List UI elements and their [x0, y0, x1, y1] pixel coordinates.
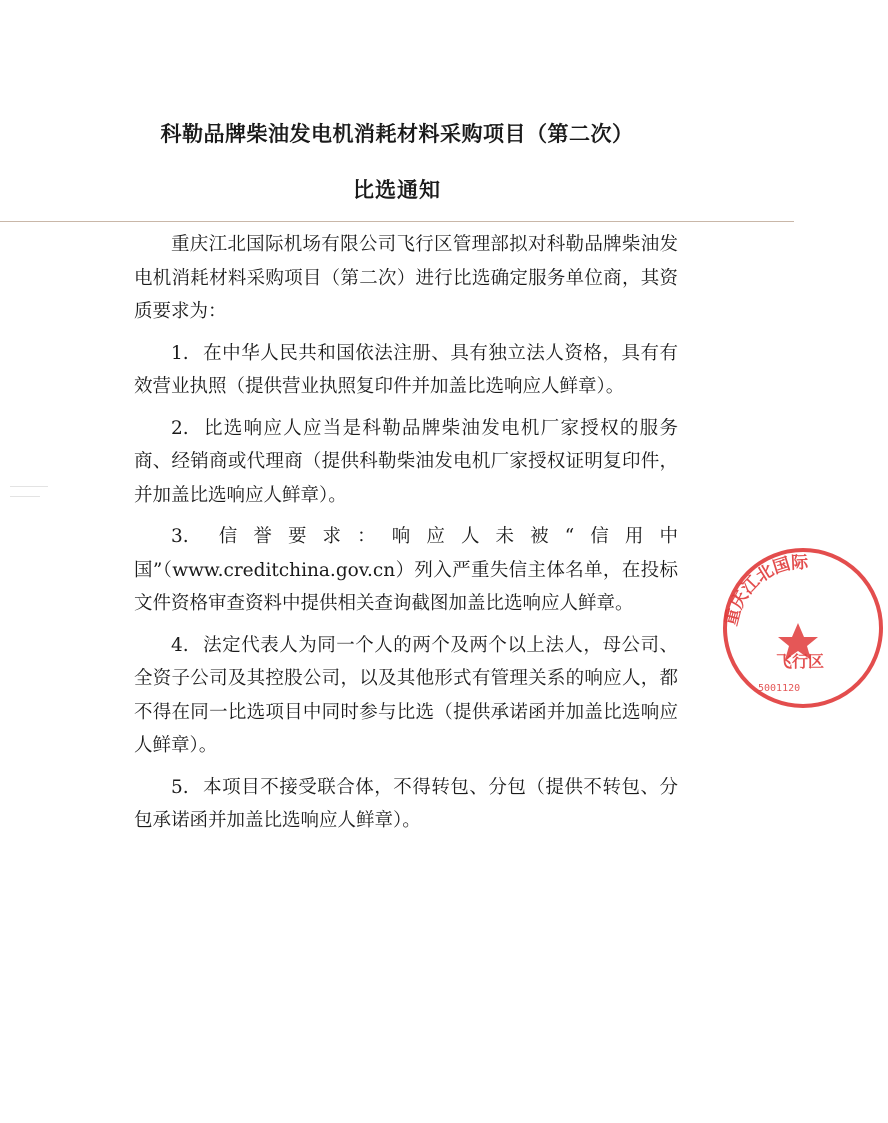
- requirement-1: [134, 337, 678, 404]
- requirement-number: 1.: [171, 342, 189, 364]
- requirement-text: 在中华人民共和国依法注册、具有独立法人资格，具有有效营业执照（提供营业执照复印件并加盖比选响应人鲜章）。: [134, 342, 678, 397]
- requirement-number: 2.: [171, 417, 189, 439]
- requirement-text: 法定代表人为同一个人的两个及两个以上法人，母公司、全资子公司及其控股公司，以及其他形式有管理关系的响应人，都不得在同一比选项目中同时参与比选（提供承诺函并加盖比选响应人鲜章）。: [134, 634, 678, 756]
- header-divider: [0, 221, 794, 222]
- seal-ring: [725, 550, 881, 706]
- requirement-3: [134, 520, 678, 621]
- requirement-number: 3.: [171, 526, 189, 547]
- requirement-text: 本项目不接受联合体，不得转包、分包（提供不转包、分包承诺函并加盖比选响应人鲜章）。: [134, 776, 678, 831]
- seal-text-bottom: 飞行区: [776, 652, 825, 671]
- document-body: [134, 228, 678, 846]
- scan-mark: [10, 496, 40, 497]
- scan-mark: [10, 486, 48, 487]
- company-seal-stamp: [718, 543, 888, 713]
- requirement-text: 信誉要求：响应人未被“信用中国”（www.creditchina.gov.cn）列入严重失信主体名单，在投标文件资格审查资料中提供相关查询截图加盖比选响应人鲜章。: [134, 526, 678, 614]
- requirement-5: [134, 771, 678, 838]
- seal-serial: 5001120: [758, 683, 801, 694]
- intro-paragraph: 重庆江北国际机场有限公司飞行区管理部拟对科勒品牌柴油发电机消耗材料采购项目（第二次）进行比选确定服务单位商，其资质要求为：: [134, 234, 678, 322]
- requirement-text: 比选响应人应当是科勒品牌柴油发电机厂家授权的服务商、经销商或代理商（提供科勒柴油发电机厂家授权证明复印件，并加盖比选响应人鲜章）。: [134, 417, 678, 506]
- document-subtitle: 比选通知: [353, 178, 441, 202]
- requirement-number: 4.: [171, 634, 189, 656]
- requirement-number: 5.: [171, 776, 189, 798]
- requirement-2: [134, 412, 678, 513]
- document-title: 科勒品牌柴油发电机消耗材料采购项目（第二次）: [160, 122, 634, 146]
- requirement-4: [134, 629, 678, 763]
- seal-text-top: 重庆江北国际: [721, 552, 809, 628]
